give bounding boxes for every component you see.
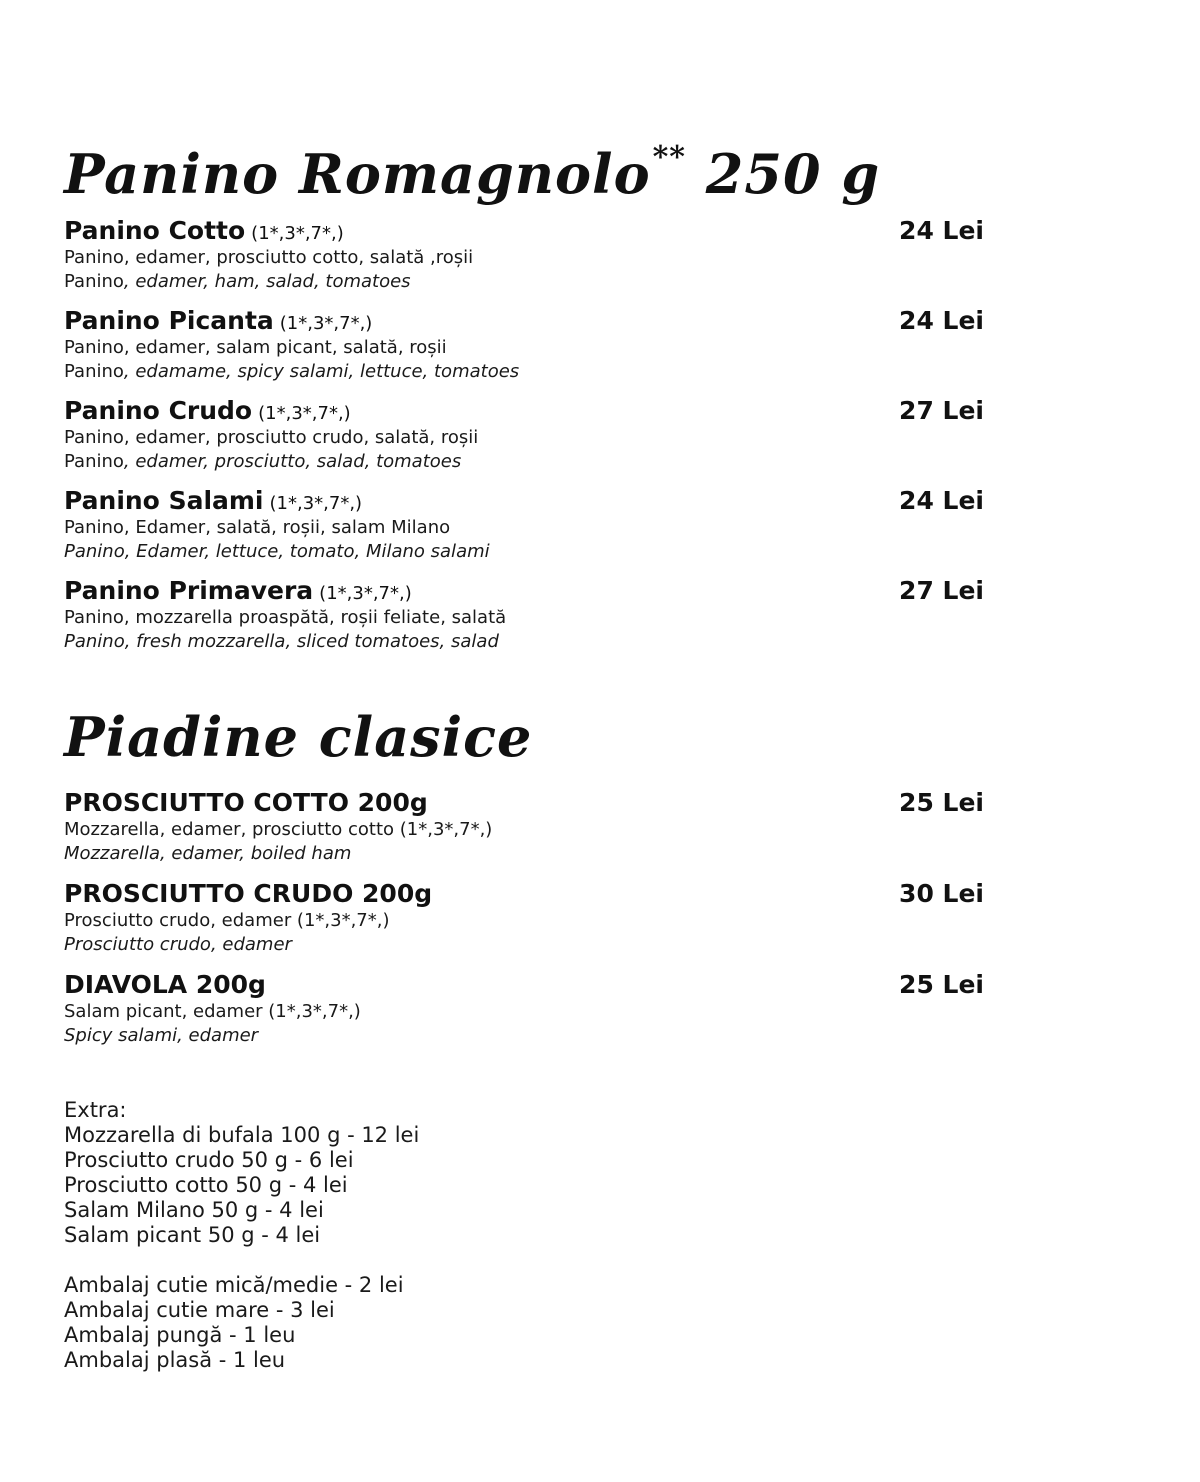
section-title-panino [64, 140, 880, 206]
item-description-ro: Panino, edamer, prosciutto cotto, salată ,roșii [64, 247, 474, 268]
extras-list [64, 1098, 419, 1248]
item-description-en-prefix: Panino [64, 451, 124, 472]
menu-item-panino-picanta [64, 306, 984, 384]
item-description-ro: Panino, Edamer, salată, roșii, salam Milano [64, 517, 451, 538]
item-description-en-wrap [64, 360, 984, 384]
item-description-en-wrap [64, 450, 984, 474]
section-title-weight: 250 g [705, 142, 881, 206]
menu-item-panino-cotto [64, 216, 984, 294]
item-allergens: (1*,3*,7*,) [269, 493, 363, 514]
item-header [64, 970, 984, 1000]
extras-line: Mozzarella di bufala 100 g - 12 lei [64, 1123, 420, 1147]
extras-heading: Extra: [64, 1098, 127, 1122]
section-title-mark: ** [652, 140, 686, 175]
item-price: 24 Lei [899, 216, 984, 245]
item-name: DIAVOLA 200g [64, 970, 266, 999]
item-header [64, 216, 984, 246]
packaging-line: Ambalaj plasă - 1 leu [64, 1348, 286, 1372]
item-description-en-prefix: Panino [64, 271, 124, 292]
item-name-wrap [64, 486, 362, 515]
item-description-en: Spicy salami, edamer [64, 1025, 259, 1046]
section-title-text: Panino Romagnolo [64, 142, 651, 206]
item-description-ro: Salam picant, edamer (1*,3*,7*,) [64, 1001, 361, 1022]
item-description-en: , edamer, prosciutto, salad, tomatoes [123, 451, 462, 472]
item-description-ro: Mozzarella, edamer, prosciutto cotto (1*,3*,7*,) [64, 819, 493, 840]
item-description-en: Panino, fresh mozzarella, sliced tomatoes, salad [64, 631, 499, 652]
item-name: Panino Cotto [64, 216, 246, 245]
item-header [64, 879, 984, 909]
item-name: Panino Crudo [64, 396, 253, 425]
item-description-en-wrap [64, 270, 984, 294]
extras-line: Salam Milano 50 g - 4 lei [64, 1198, 324, 1222]
menu-item-prosciutto-cotto [64, 788, 984, 866]
item-header [64, 306, 984, 336]
item-header [64, 486, 984, 516]
item-description-ro: Prosciutto crudo, edamer (1*,3*,7*,) [64, 910, 390, 931]
item-name-wrap [64, 306, 372, 335]
item-header [64, 576, 984, 606]
item-header [64, 396, 984, 426]
packaging-line: Ambalaj cutie mică/medie - 2 lei [64, 1273, 404, 1297]
item-price: 24 Lei [899, 306, 984, 335]
item-description-en-wrap [64, 540, 984, 564]
menu-item-diavola [64, 970, 984, 1048]
item-name: PROSCIUTTO COTTO 200g [64, 788, 428, 817]
item-description-en: , edamame, spicy salami, lettuce, tomatoes [123, 361, 520, 382]
menu-item-panino-primavera [64, 576, 984, 654]
item-description-en: Panino, Edamer, lettuce, tomato, Milano salami [64, 541, 490, 562]
item-price: 24 Lei [899, 486, 984, 515]
packaging-line: Ambalaj cutie mare - 3 lei [64, 1298, 335, 1322]
item-description-ro: Panino, mozzarella proaspătă, roșii feliate, salată [64, 607, 507, 628]
item-name: Panino Picanta [64, 306, 274, 335]
extras-line: Prosciutto cotto 50 g - 4 lei [64, 1173, 348, 1197]
item-name-wrap [64, 216, 344, 245]
item-name-wrap [64, 396, 351, 425]
item-allergens: (1*,3*,7*,) [258, 403, 351, 424]
extras-line: Prosciutto crudo 50 g - 6 lei [64, 1148, 354, 1172]
menu-item-prosciutto-crudo [64, 879, 984, 957]
item-price: 25 Lei [899, 788, 984, 817]
item-allergens: (1*,3*,7*,) [279, 313, 373, 334]
item-description-en-prefix: Panino [64, 361, 124, 382]
extras-line: Salam picant 50 g - 4 lei [64, 1223, 321, 1247]
item-price: 27 Lei [899, 576, 984, 605]
item-name-wrap [64, 576, 412, 605]
item-description-ro: Panino, edamer, prosciutto crudo, salată, roșii [64, 427, 479, 448]
section-title-piadine: Piadine clasice [64, 705, 533, 769]
item-description-en: Mozzarella, edamer, boiled ham [64, 843, 352, 864]
item-name: Panino Primavera [64, 576, 314, 605]
packaging-list [64, 1273, 404, 1373]
menu-item-panino-salami [64, 486, 984, 564]
item-description-en: , edamer, ham, salad, tomatoes [123, 271, 411, 292]
item-description-en: Prosciutto crudo, edamer [64, 934, 292, 955]
packaging-line: Ambalaj pungă - 1 leu [64, 1323, 296, 1347]
item-price: 30 Lei [899, 879, 984, 908]
item-header [64, 788, 984, 818]
item-price: 27 Lei [899, 396, 984, 425]
item-description-ro: Panino, edamer, salam picant, salată, roșii [64, 337, 447, 358]
item-price: 25 Lei [899, 970, 984, 999]
item-name: Panino Salami [64, 486, 264, 515]
item-allergens: (1*,3*,7*,) [251, 223, 344, 244]
item-name: PROSCIUTTO CRUDO 200g [64, 879, 433, 908]
item-allergens: (1*,3*,7*,) [319, 583, 412, 604]
item-description-en-wrap [64, 630, 984, 654]
menu-item-panino-crudo [64, 396, 984, 474]
